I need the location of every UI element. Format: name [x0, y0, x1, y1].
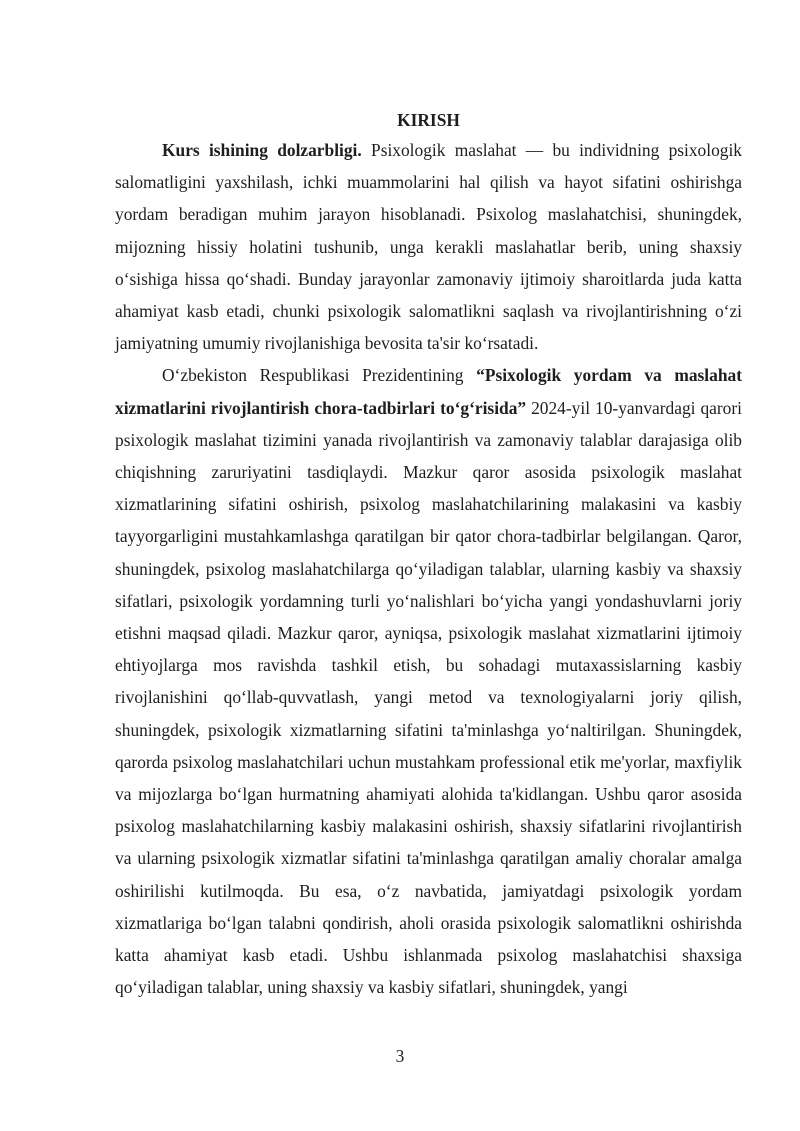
paragraph-relevance: [115, 134, 742, 359]
page-content: [115, 106, 742, 1003]
section-heading: KIRISH: [397, 110, 460, 130]
page-number: 3: [395, 1046, 405, 1066]
paragraph-intro: O‘zbekiston Respublikasi Prezidentining: [162, 365, 477, 386]
decree-title: “Psixologik yordam va maslahat xizmatlarini rivojlantirish chora-tadbirlari to‘g‘risida”: [115, 365, 742, 418]
paragraph-lead-bold: Kurs ishining dolzarbligi.: [162, 140, 362, 160]
paragraph-text: 2024-yil 10-yanvardagi qarori psixologik maslahat tizimini yanada rivojlantirish va zamonaviy talablar darajasiga olib chiqishning zaruriyatini tasdiqlaydi. Mazkur qaror asosida psixologik maslahat xizmatlarining sifatini oshirish, psixolog maslahatchilarining malakasini va kasbiy tayyorgarligini mustahkamlashga qaratilgan bir qator chora-tadbirlar belgilangan. Qaror, shuningdek, psixolog maslahatchilarga qo‘yiladigan talablar, ularning kasbiy va shaxsiy sifatlari, psixologik yordamning turli yo‘nalishlari bo‘yicha yangi yondashuvlarni joriy etishni maqsad qiladi. Mazkur qaror, ayniqsa, psixologik maslahat xizmatlarini ijtimoiy ehtiyojlarga mos ravishda tashkil etish, bu sohadagi mutaxassislarning kasbiy rivojlanishini qo‘llab-quvvatlash, yangi metod va texnologiyalarni joriy qilish, shuningdek, psixologik xizmatlarning sifatini ta'minlashga yo‘naltirilgan. Shuningdek, qarorda psixolog maslahatchilari uchun mustahkam professional etik me'yorlar, maxfiylik va mijozlarga bo‘lgan hurmatning ahamiyati alohida ta'kidlangan. Ushbu qaror asosida psixolog maslahatchilarning kasbiy malakasini oshirish, shaxsiy sifatlarini rivojlantirish va ularning psixologik xizmatlar sifatini ta'minlashga qaratilgan amaliy choralar amalga oshirilishi kutilmoqda. Bu esa, o‘z navbatida, jamiyatdagi psixologik yordam xizmatlariga bo‘lgan talabni qondirish, aholi orasida psixologik salomatlikni oshirishda katta ahamiyat kasb etadi. Ushbu ishlanmada psixolog maslahatchisi shaxsiga qo‘yiladigan talablar, uning shaxsiy va kasbiy sifatlari, shuningdek, yangi: [115, 397, 742, 998]
paragraph-text: Psixologik maslahat — bu individning psixologik salomatligini yaxshilash, ichki muammolarini hal qilish va hayot sifatini oshirishga yordam beradigan muhim jarayon hisoblanadi. Psixolog maslahatchisi, shuningdek, mijozning hissiy holatini tushunib, unga kerakli maslahatlar berib, uning shaxsiy o‘sishiga hissa qo‘shadi. Bunday jarayonlar zamonaviy ijtimoiy sharoitlarda juda katta ahamiyat kasb etadi, chunki psixologik salomatlikni saqlash va rivojlantirishning o‘zi jamiyatning umumiy rivojlanishiga bevosita ta'sir ko‘rsatadi.: [115, 140, 742, 354]
paragraph-decree: [115, 359, 742, 1003]
